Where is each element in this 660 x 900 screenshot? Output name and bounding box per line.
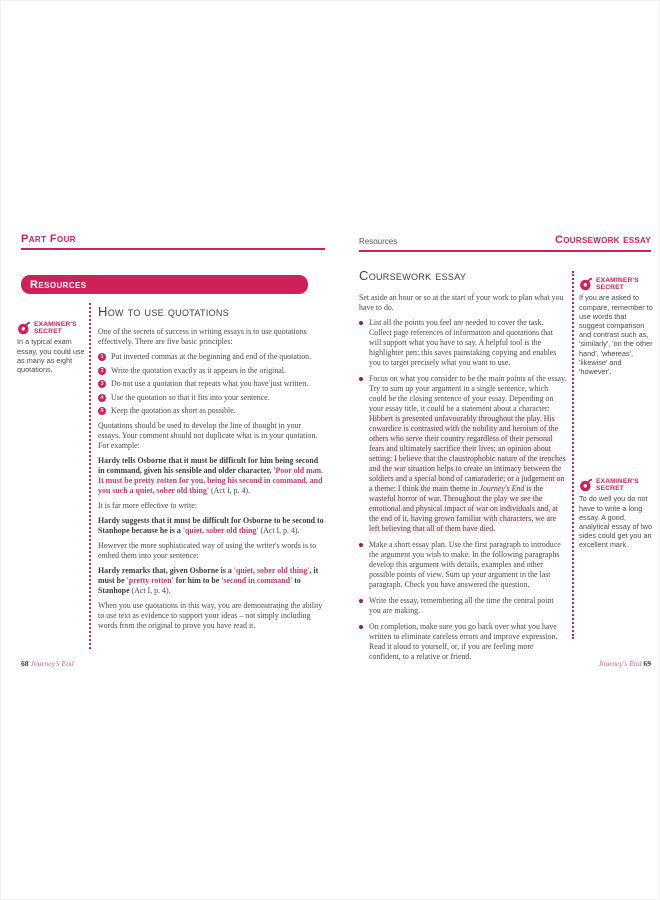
resources-banner-label: Resources <box>30 278 87 291</box>
bullet-icon <box>359 321 363 325</box>
principle-text: Do not use a quotation that repeats what you have just written. <box>111 379 309 388</box>
example-lead: to Stanhope <box>98 576 301 595</box>
page-number: 69 <box>643 659 651 668</box>
list-item <box>98 406 324 416</box>
example-quote: 'pretty rotten' <box>126 576 174 585</box>
examiner-secret-right-1-text: If you are asked to compare, remember to use words that suggest comparison and contrast such as, 'similarly', 'on the other hand', 'whereas', 'likewise' and 'however'. <box>579 293 653 377</box>
principle-number-badge: 4 <box>98 394 106 402</box>
examiner-secret-left-text: In a typical exam essay, you could use as many as eight quotations. <box>17 337 85 375</box>
left-kicker-rule <box>21 248 325 250</box>
examiner-secret-right-2-label: EXAMINER'S SECRET <box>596 478 639 493</box>
quotations-intro: One of the secrets of success in writing essays is to use quotations effectively. There are five basic principles: <box>98 327 307 346</box>
example-lead: Hardy suggests that it must be difficult for Osborne to be second to Stanhope because he is a <box>98 516 324 535</box>
list-item <box>359 540 567 590</box>
principle-text: Use the quotation so that it fits into your sentence. <box>111 392 270 402</box>
left-dotted-divider <box>89 303 91 649</box>
list-item <box>98 393 324 403</box>
example-quotation-2 <box>98 516 324 536</box>
bullet-text: Write the essay, remembering all the time the central point you are making. <box>369 596 554 615</box>
principle-number-badge: 5 <box>98 407 106 415</box>
example-quote: 'second in command' <box>221 576 293 585</box>
book-title: Journey's End <box>598 659 642 668</box>
example-quotation-1 <box>98 456 324 496</box>
right-page-footer <box>451 659 651 668</box>
right-dotted-divider <box>572 271 574 639</box>
bullet-text-plain: Focus on what you consider to be the main points of the essay. Try to sum up your argument in a single sentence, which could be the closing sentence of your essay. Depending on your essay title, it could be a statement about a character: <box>369 374 567 413</box>
page-number: 68 <box>21 659 29 668</box>
book-title: Journey's End <box>30 659 74 668</box>
coursework-intro: Set aside an hour or so at the start of your work to plan what you have to do. <box>359 293 564 312</box>
bullet-text: List all the points you feel are needed to cover the task. Collect page references of information and quotations that will support what you have to say. A helpful tool is the highlighter pen: this saves painstaking copying and enables you to target precisely what you want to use. <box>369 318 557 367</box>
example-lead: Hardy remarks that, given Osborne is a <box>98 566 234 575</box>
examiner-secret-right-1-header <box>579 277 653 291</box>
paragraph-effective: It is far more effective to write: <box>98 501 197 510</box>
list-item <box>98 352 324 362</box>
coursework-bullet-list <box>359 318 567 662</box>
list-item <box>359 622 567 662</box>
example-quote: 'quiet, sober old thing' <box>182 526 259 535</box>
right-header-rule <box>359 250 651 252</box>
bullet-icon <box>359 543 363 547</box>
left-section-heading: How to use quotations <box>98 304 230 319</box>
examiner-secret-right-2-text: To do well you do not have to write a long essay. A good, analytical essay of two sides could get you an excellent mark. <box>579 494 653 550</box>
running-head-section: Resources <box>359 237 398 246</box>
principle-number-badge: 2 <box>98 367 106 375</box>
principles-list <box>98 352 324 416</box>
examiner-secret-right-1-label: EXAMINER'S SECRET <box>596 277 639 292</box>
list-item <box>359 374 567 534</box>
principle-number-badge: 3 <box>98 380 106 388</box>
bullet-text: On completion, make sure you go back over what you have written to eliminate careless errors and improve expression. Read it aloud to yourself, or, if you are feeling more confident, to a relative or friend. <box>369 622 558 661</box>
principle-number-badge: 1 <box>98 353 106 361</box>
examiner-secret-right-1 <box>579 277 653 376</box>
list-item <box>98 379 324 389</box>
bullet-icon <box>359 377 363 381</box>
list-item <box>359 596 567 616</box>
example-lead: Hardy tells Osborne that it must be difficult for him being second in command, given his sensible and older character, <box>98 456 319 475</box>
resources-banner <box>21 275 308 294</box>
bullet-icon <box>359 599 363 603</box>
principle-text: Put inverted commas at the beginning and end of the quotation. <box>111 352 312 361</box>
paragraph-close: When you use quotations in this way, you are demonstrating the ability to use text as evidence to support your ideas – not simply including words from the original to prove you have read it. <box>98 601 323 630</box>
running-head-chapter: Coursework essay <box>555 234 651 246</box>
principle-text: Write the quotation exactly as it appears in the original. <box>111 365 286 375</box>
examiner-secret-right-2-header <box>579 478 653 492</box>
right-section-heading: Coursework essay <box>359 268 467 283</box>
paragraph-embed: However the more sophisticated way of using the writer's words is to embed them into your sentence: <box>98 541 317 560</box>
bullet-text <box>369 374 567 534</box>
example-lead: , it must be <box>98 566 319 585</box>
example-quote: 'Poor old man. It must be pretty rotten for you, being his second in command, and you such a quiet, sober old thing' <box>98 466 323 495</box>
highlighted-book-title: Journey's End <box>479 484 525 493</box>
highlighted-text: Hibbert is presented unfavourably throughout the play. His cowardice is contrasted with the nobility and heroism of the others who serve their country regardless of their personal fears and ultimately sacrifice their lives; an opinion about setting: I believe that the claustrophobic nature of the trenches and the war situation helps to create an intimacy between the soldiers and a special bond of camaraderie; or a judgement on a theme: I think the main theme in <box>369 414 566 493</box>
highlighted-text: is the wasteful horror of war. Throughout the play we see the emotional and physical impact of war on individuals and, at the end of it, having grown familiar with characters, we are left believing that all of them have died. <box>369 484 558 533</box>
bullet-icon <box>359 625 363 629</box>
padlock-icon <box>579 277 593 291</box>
paragraph-develop: Quotations should be used to develop the line of thought in your essays. Your comment should not duplicate what is in your quotation. For example: <box>98 421 318 450</box>
example-citation: (Act I, p. 4). <box>209 486 250 495</box>
examiner-secret-right-2 <box>579 478 653 550</box>
example-quote: 'quiet, sober old thing' <box>233 566 310 575</box>
example-lead: for him to be <box>173 576 222 585</box>
left-main-column <box>98 327 324 636</box>
list-item <box>98 366 324 376</box>
padlock-icon <box>579 478 593 492</box>
left-page-footer <box>21 659 74 668</box>
principle-text: Keep the quotation as short as possible. <box>111 406 236 415</box>
example-citation: (Act I, p. 4). <box>131 586 171 595</box>
examiner-secret-left <box>17 321 87 374</box>
bullet-text: Make a short essay plan. Use the first paragraph to introduce the argument you wish to make. In the following paragraphs develop this argument with details, examples and other possible points of view. Sum up your argument in the last paragraph. Check you have answered the question. <box>369 540 561 589</box>
example-citation: (Act I, p. 4). <box>258 526 300 535</box>
examiner-secret-left-header <box>17 321 87 335</box>
padlock-icon <box>17 321 31 335</box>
left-page-kicker: Part Four <box>21 233 76 245</box>
right-main-column <box>359 293 567 668</box>
example-quotation-3 <box>98 566 324 596</box>
examiner-secret-left-label: EXAMINER'S SECRET <box>34 321 77 336</box>
list-item <box>359 318 567 368</box>
